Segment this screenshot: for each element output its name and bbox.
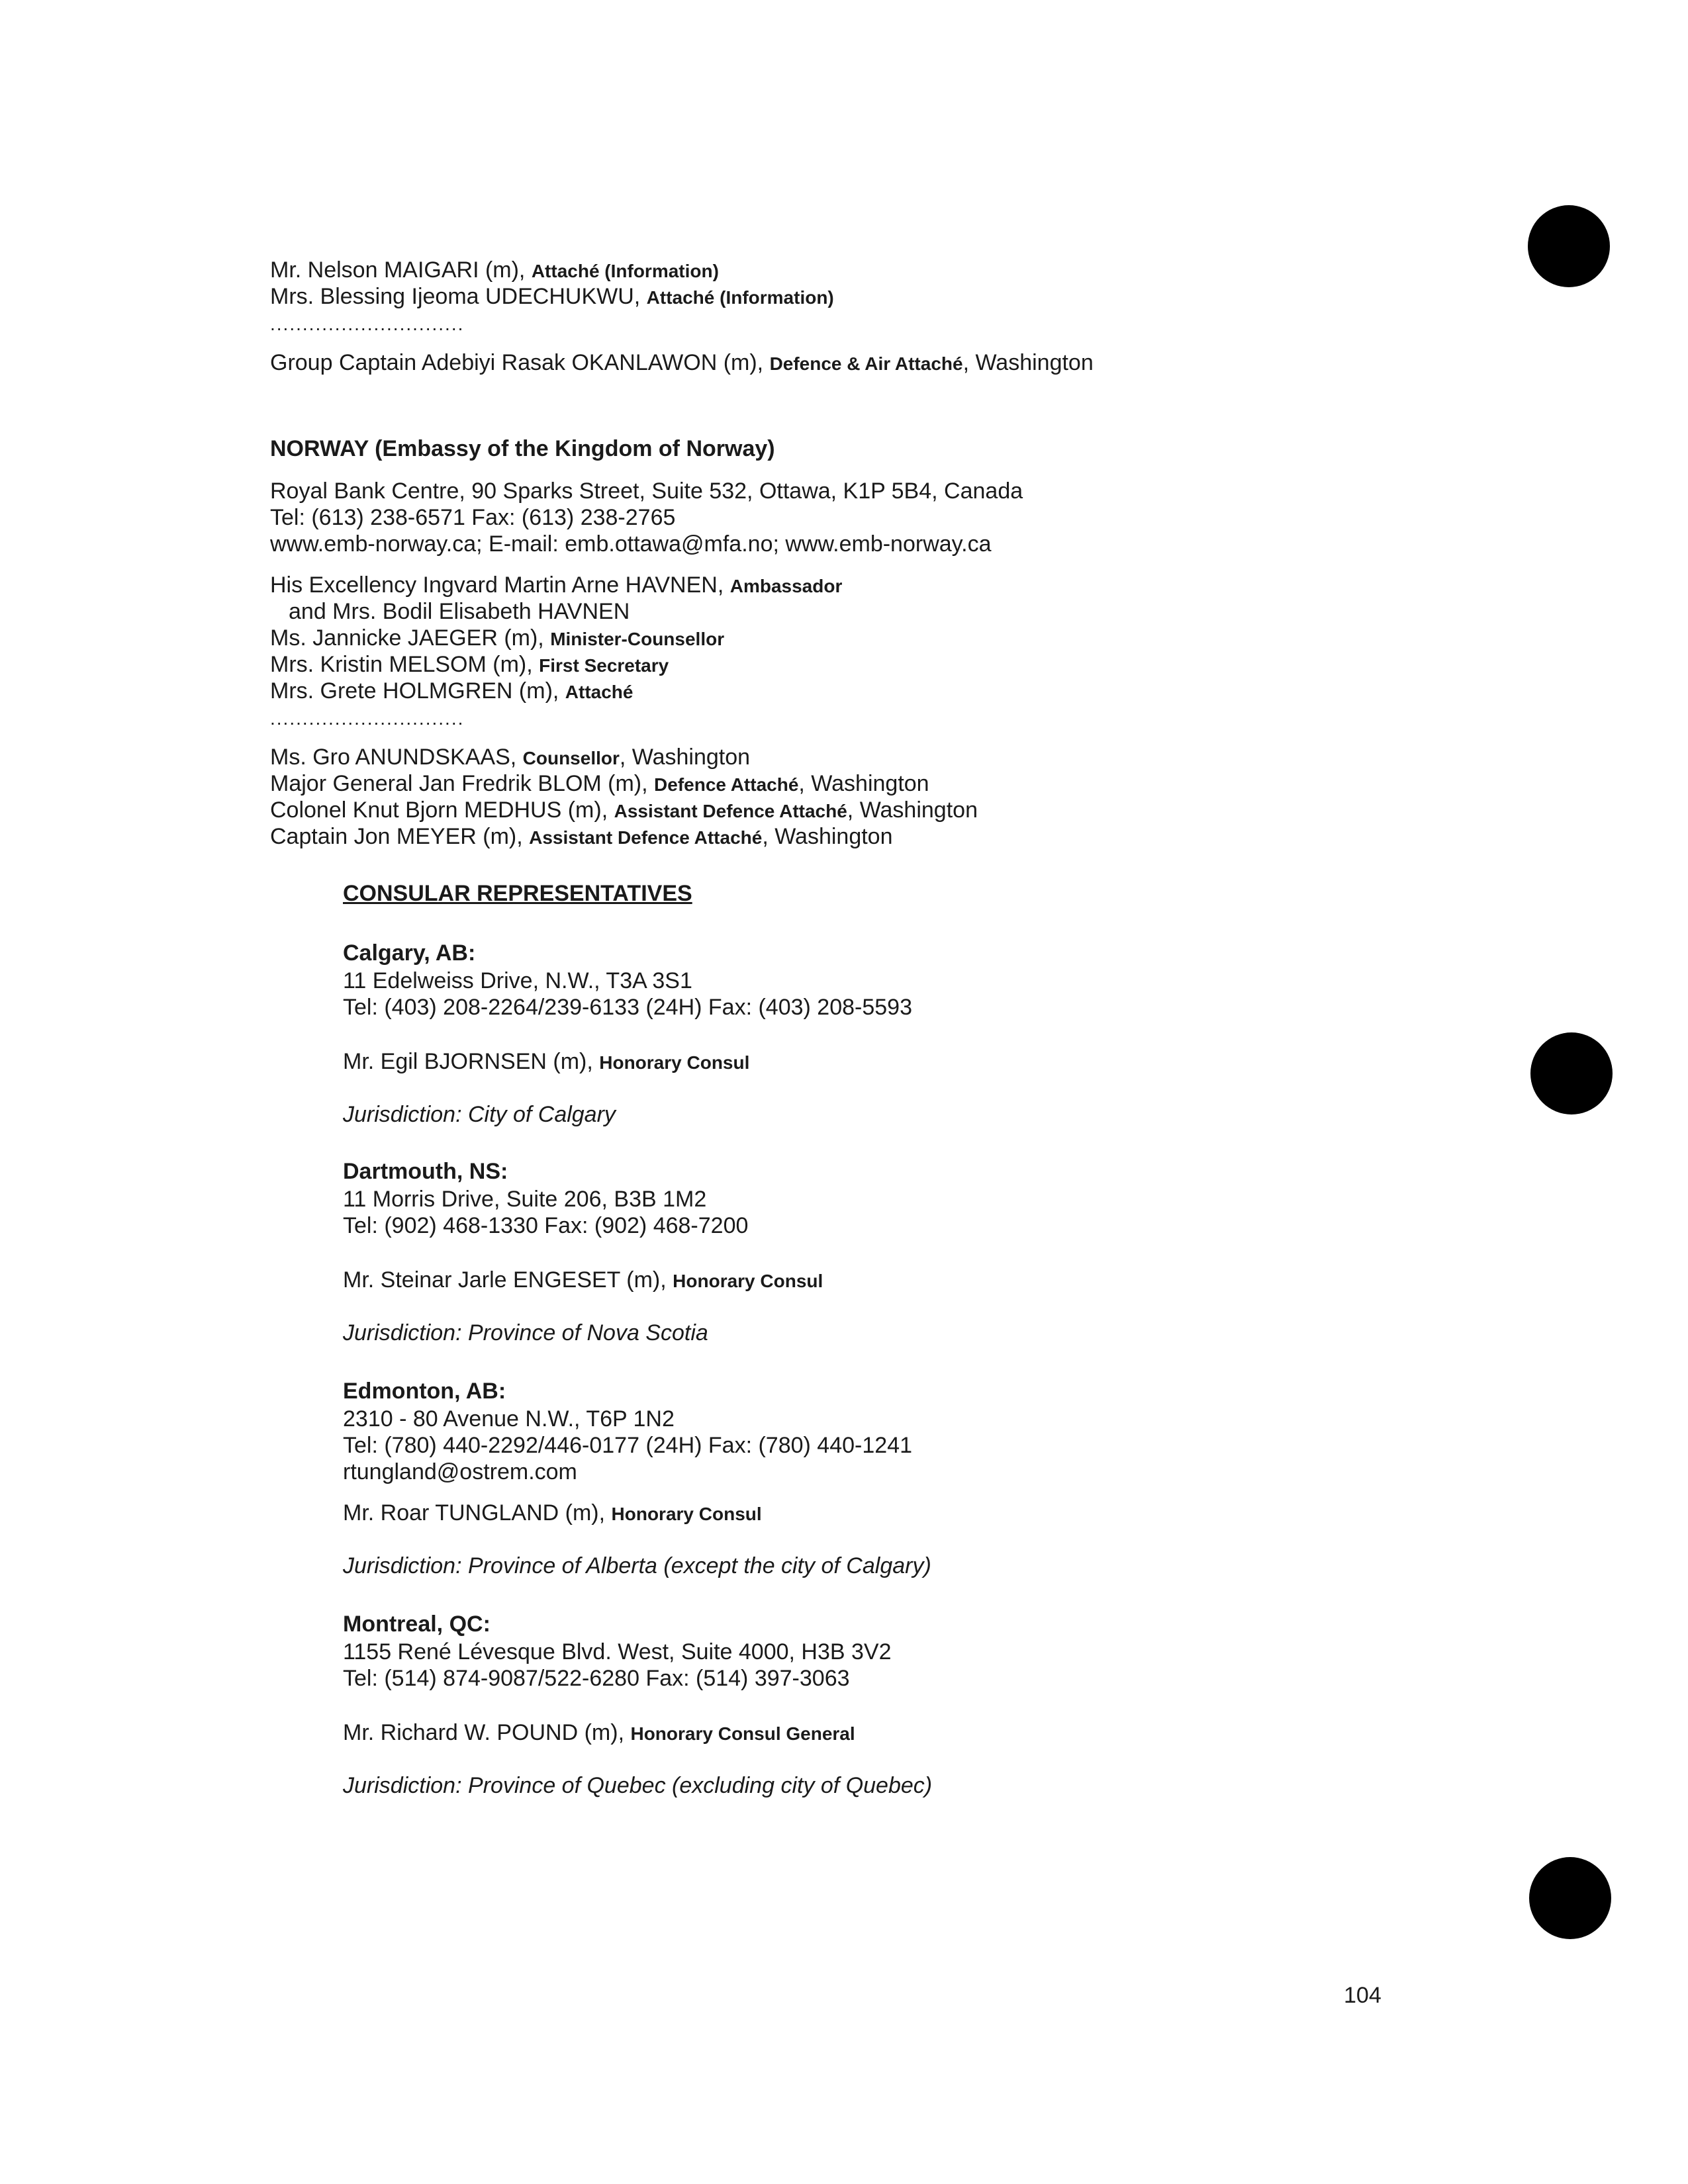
embassy-web: www.emb-norway.ca; E-mail: emb.ottawa@mfa.no; www.emb-norway.ca (270, 531, 992, 557)
staff-title: Minister-Counsellor (550, 629, 725, 649)
country-heading: NORWAY (Embassy of the Kingdom of Norway) (270, 436, 775, 461)
staff-place: , Washington (962, 350, 1094, 375)
consulate-phone: Tel: (902) 468-1330 Fax: (902) 468-7200 (343, 1213, 749, 1238)
staff-title: Assistant Defence Attaché (614, 801, 847, 821)
staff-place: , Washington (762, 824, 893, 849)
dotted-separator: .............................. (270, 708, 465, 729)
consulate-address: 11 Edelweiss Drive, N.W., T3A 3S1 (343, 968, 692, 993)
staff-name: Ms. Jannicke JAEGER (m), (270, 625, 551, 651)
staff-line (270, 678, 633, 705)
consulate-address: 2310 - 80 Avenue N.W., T6P 1N2 (343, 1406, 675, 1432)
staff-line (270, 823, 893, 851)
staff-name: Major General Jan Fredrik BLOM (m), (270, 771, 655, 796)
consul-title: Honorary Consul General (630, 1723, 855, 1744)
staff-name: His Excellency Ingvard Martin Arne HAVNEN, (270, 572, 730, 598)
consulate-city: Calgary, AB: (343, 940, 476, 966)
consul-name: Mr. Roar TUNGLAND (m), (343, 1500, 612, 1525)
consulate-jurisdiction: Jurisdiction: Province of Quebec (excluding city of Quebec) (343, 1773, 933, 1798)
staff-line (270, 349, 1094, 377)
consul-line (343, 1267, 823, 1295)
consul-line (343, 1719, 855, 1747)
staff-line (289, 598, 630, 625)
staff-name: Colonel Knut Bjorn MEDHUS (m), (270, 797, 614, 823)
staff-name: and Mrs. Bodil Elisabeth HAVNEN (289, 599, 630, 624)
consular-heading: CONSULAR REPRESENTATIVES (343, 881, 692, 906)
consul-line (343, 1500, 762, 1527)
consul-name: Mr. Richard W. POUND (m), (343, 1720, 631, 1745)
staff-name: Mrs. Grete HOLMGREN (m), (270, 678, 565, 704)
staff-title: Attaché (Information) (646, 287, 834, 308)
consulate-phone: Tel: (514) 874-9087/522-6280 Fax: (514) 397-3063 (343, 1666, 850, 1691)
staff-place: , Washington (847, 797, 978, 823)
dotted-separator: .............................. (270, 314, 465, 334)
staff-name: Mrs. Blessing Ijeoma UDECHUKWU, (270, 284, 647, 309)
staff-place: , Washington (798, 771, 929, 796)
staff-title: Attaché (Information) (531, 261, 719, 281)
embassy-phone: Tel: (613) 238-6571 Fax: (613) 238-2765 (270, 505, 676, 530)
staff-line (270, 625, 724, 653)
embassy-address: Royal Bank Centre, 90 Sparks Street, Suite 532, Ottawa, K1P 5B4, Canada (270, 478, 1023, 504)
staff-line (270, 651, 669, 679)
consulate-phone: Tel: (403) 208-2264/239-6133 (24H) Fax: (403) 208-5593 (343, 995, 912, 1020)
staff-place: , Washington (619, 745, 751, 770)
staff-title: Counsellor (522, 748, 620, 768)
consulate-jurisdiction: Jurisdiction: Province of Alberta (except the city of Calgary) (343, 1553, 931, 1578)
staff-name: Ms. Gro ANUNDSKAAS, (270, 745, 523, 770)
punch-hole-middle (1530, 1032, 1613, 1115)
staff-line (270, 797, 978, 825)
staff-name: Captain Jon MEYER (m), (270, 824, 530, 849)
staff-name: Mr. Nelson MAIGARI (m), (270, 257, 532, 283)
consulate-city: Dartmouth, NS: (343, 1159, 508, 1184)
consulate-jurisdiction: Jurisdiction: City of Calgary (343, 1102, 616, 1127)
staff-line (270, 257, 719, 285)
staff-line (270, 572, 842, 600)
consulate-city: Montreal, QC: (343, 1612, 491, 1637)
consulate-address: 11 Morris Drive, Suite 206, B3B 1M2 (343, 1187, 707, 1212)
consulate-city: Edmonton, AB: (343, 1379, 506, 1404)
punch-hole-bottom (1529, 1857, 1611, 1939)
consul-name: Mr. Steinar Jarle ENGESET (m), (343, 1267, 673, 1293)
consulate-email: rtungland@ostrem.com (343, 1459, 577, 1484)
staff-name: Group Captain Adebiyi Rasak OKANLAWON (m), (270, 350, 770, 375)
consul-title: Honorary Consul (611, 1504, 762, 1524)
staff-line (270, 744, 750, 772)
staff-line (270, 283, 834, 311)
consul-line (343, 1048, 749, 1076)
consulate-jurisdiction: Jurisdiction: Province of Nova Scotia (343, 1320, 708, 1345)
consul-name: Mr. Egil BJORNSEN (m), (343, 1049, 600, 1074)
punch-hole-top (1528, 205, 1610, 287)
staff-name: Mrs. Kristin MELSOM (m), (270, 652, 539, 677)
consulate-phone: Tel: (780) 440-2292/446-0177 (24H) Fax: (780) 440-1241 (343, 1433, 912, 1458)
staff-title: First Secretary (539, 655, 669, 676)
staff-title: Ambassador (729, 576, 843, 596)
consulate-address: 1155 René Lévesque Blvd. West, Suite 4000, H3B 3V2 (343, 1639, 892, 1664)
consul-title: Honorary Consul (599, 1052, 750, 1073)
staff-title: Defence & Air Attaché (769, 353, 963, 374)
staff-title: Assistant Defence Attaché (529, 827, 763, 848)
consul-title: Honorary Consul (673, 1271, 823, 1291)
staff-title: Defence Attaché (654, 774, 799, 795)
page-number: 104 (1344, 1983, 1382, 2008)
staff-line (270, 770, 929, 798)
staff-title: Attaché (565, 682, 633, 702)
